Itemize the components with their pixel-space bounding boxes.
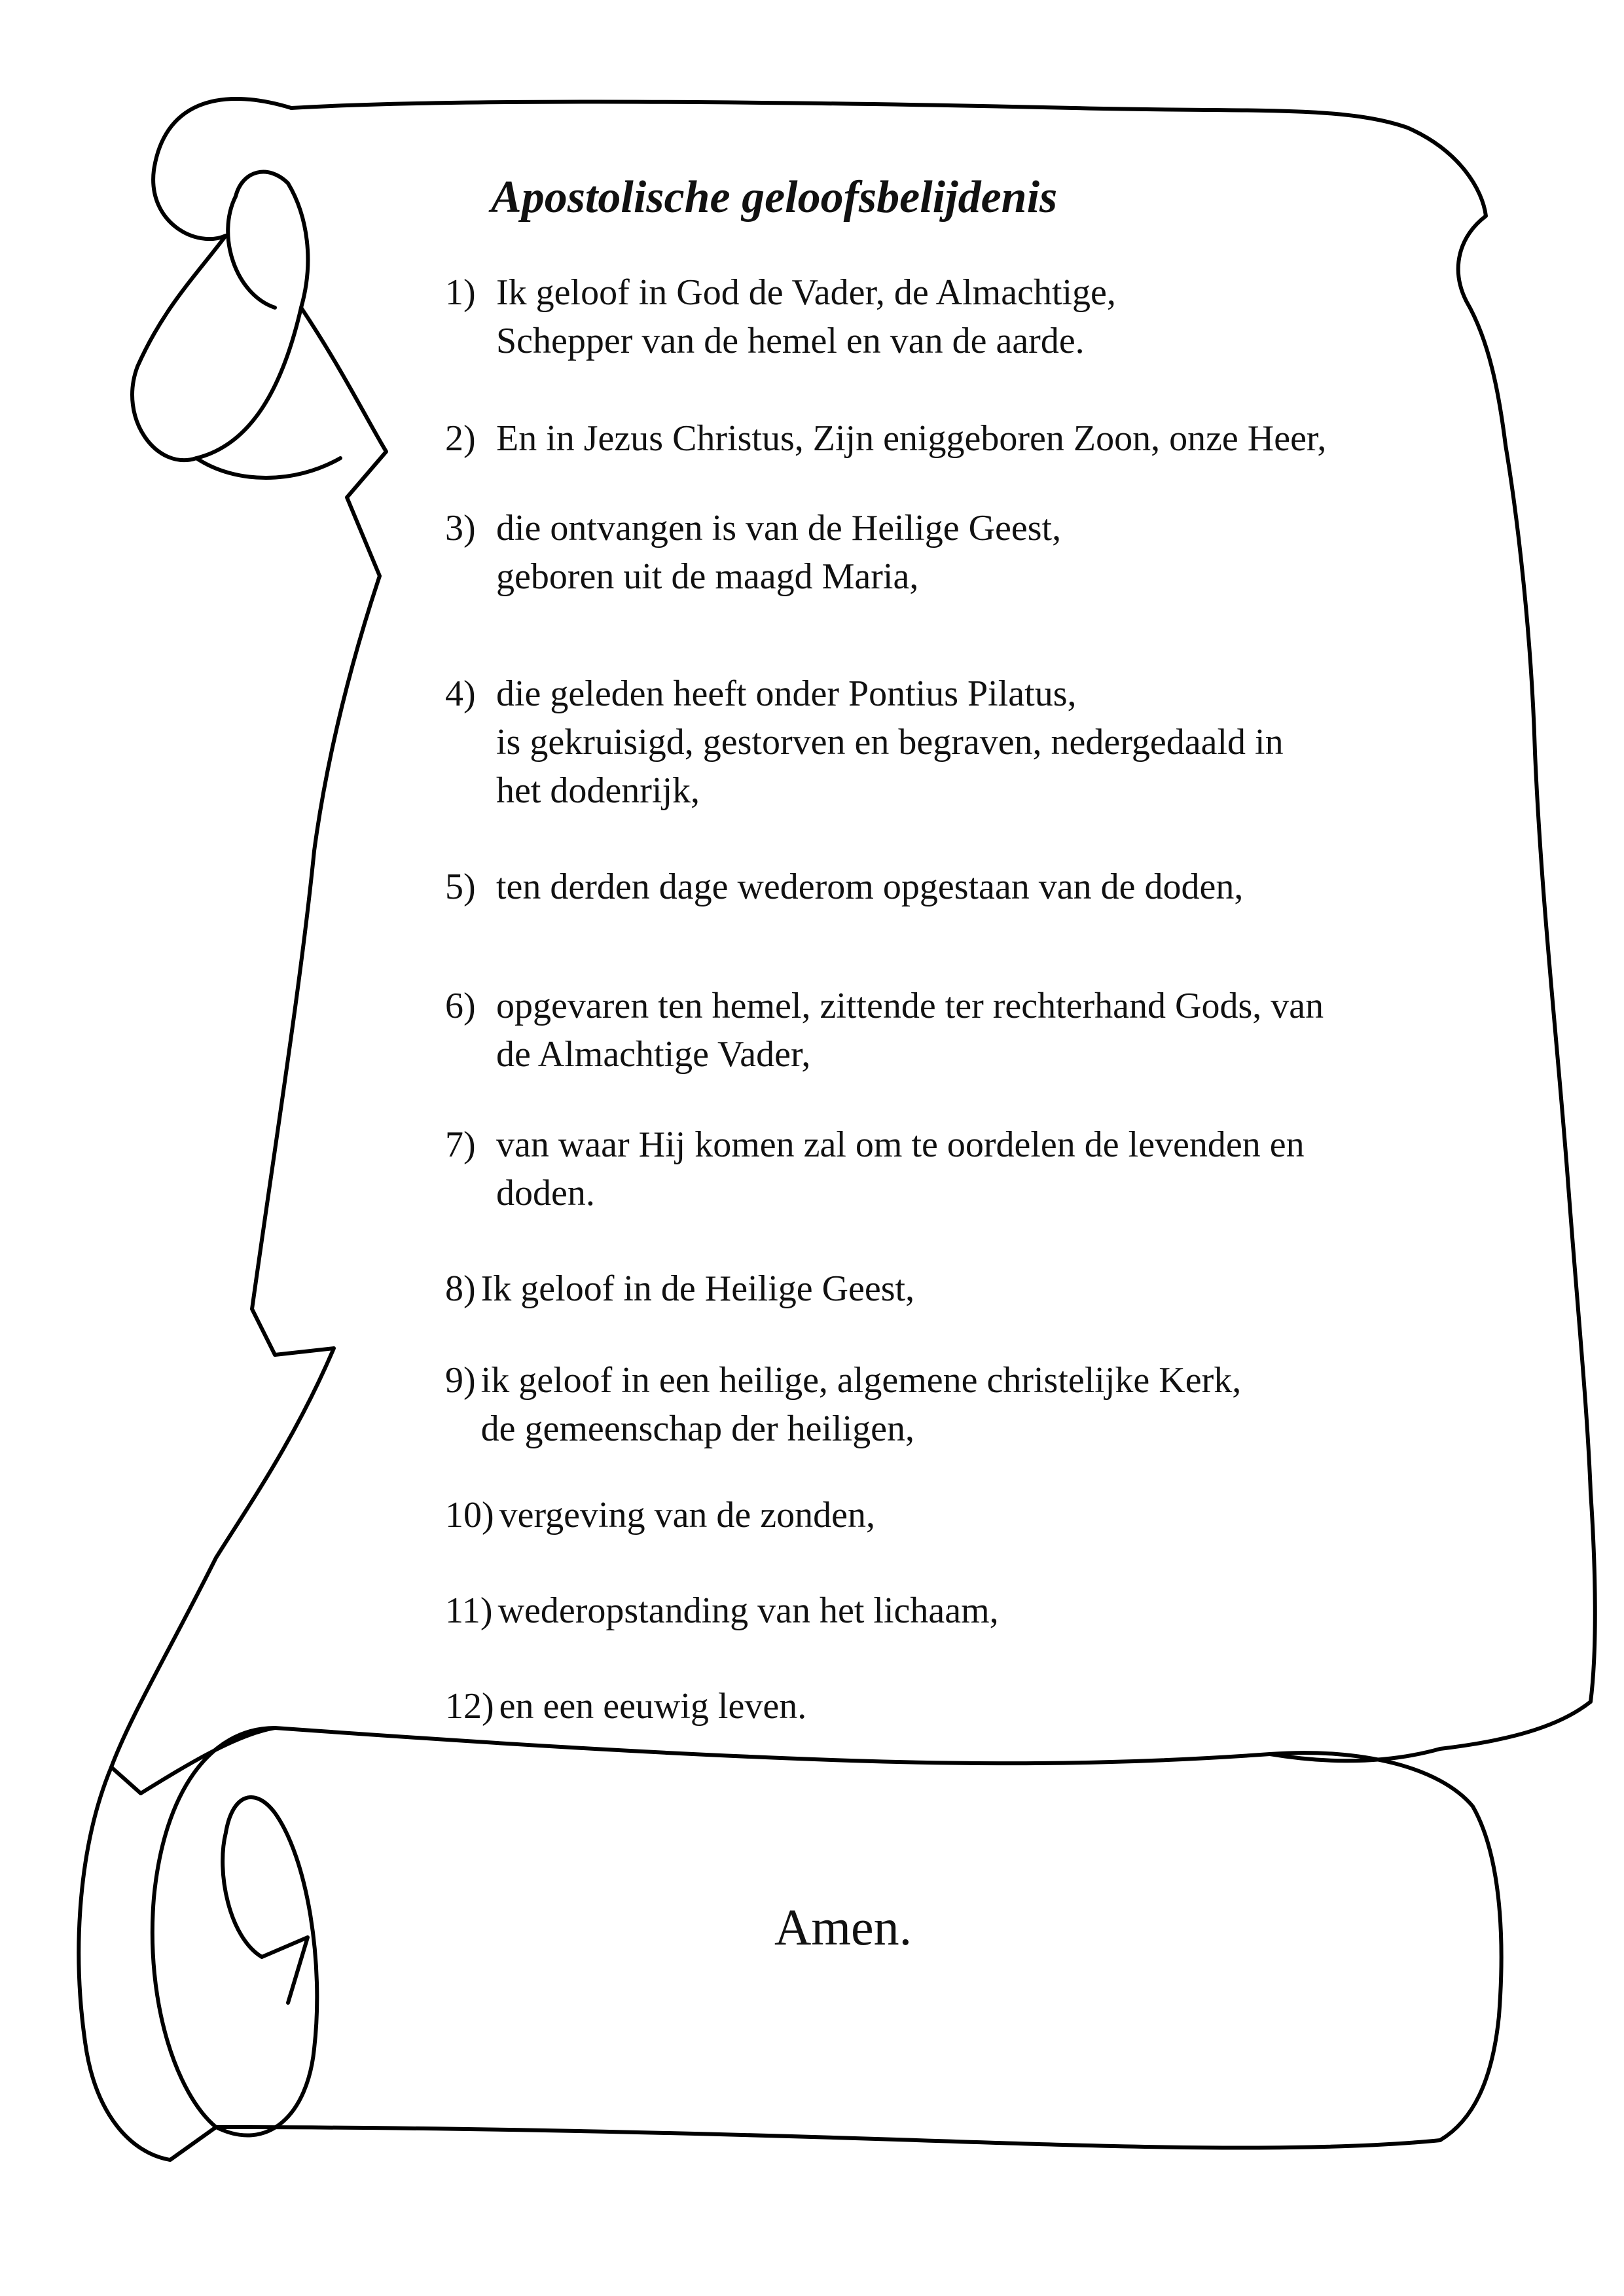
creed-article-2 <box>445 414 1326 463</box>
article-number: 8) <box>445 1268 476 1309</box>
article-number: 3) <box>445 508 476 548</box>
creed-article-3 <box>445 504 1061 601</box>
article-line: is gekruisigd, gestorven en begraven, nedergedaald in <box>496 722 1284 762</box>
article-line: opgevaren ten hemel, zittende ter rechterhand Gods, van <box>496 986 1324 1026</box>
article-line: wederopstanding van het lichaam, <box>497 1590 999 1631</box>
article-line: Schepper van de hemel en van de aarde. <box>496 321 1085 361</box>
article-line: die ontvangen is van de Heilige Geest, <box>496 508 1062 548</box>
article-number: 6) <box>445 986 476 1026</box>
creed-article-6 <box>445 982 1324 1079</box>
creed-article-11 <box>445 1587 999 1635</box>
article-line: de gemeenschap der heiligen, <box>480 1408 915 1449</box>
article-line: vergeving van de zonden, <box>499 1495 875 1535</box>
creed-article-7 <box>445 1121 1305 1217</box>
article-line: die geleden heeft onder Pontius Pilatus, <box>496 673 1077 714</box>
article-line: doden. <box>496 1173 595 1213</box>
article-number: 2) <box>445 418 476 459</box>
article-number: 9) <box>445 1360 476 1401</box>
article-line: Ik geloof in de Heilige Geest, <box>480 1268 915 1309</box>
article-number: 7) <box>445 1124 476 1165</box>
article-number: 10) <box>445 1495 494 1535</box>
article-line: van waar Hij komen zal om te oordelen de levenden en <box>496 1124 1305 1165</box>
page-title: Apostolische geloofsbelijdenis <box>491 172 1058 223</box>
creed-article-8 <box>445 1265 914 1313</box>
article-number: 1) <box>445 272 476 313</box>
article-line: de Almachtige Vader, <box>496 1034 811 1075</box>
closing-amen: Amen. <box>774 1899 912 1956</box>
article-number: 11) <box>445 1590 493 1631</box>
article-line: ten derden dage wederom opgestaan van de doden, <box>496 867 1244 907</box>
creed-article-10 <box>445 1491 875 1539</box>
creed-article-12 <box>445 1682 806 1731</box>
creed-article-4 <box>445 670 1284 815</box>
article-number: 12) <box>445 1686 494 1727</box>
article-line: Ik geloof in God de Vader, de Almachtige, <box>496 272 1116 313</box>
creed-article-5 <box>445 863 1243 911</box>
article-line: ik geloof in een heilige, algemene christelijke Kerk, <box>480 1360 1242 1401</box>
article-line: En in Jezus Christus, Zijn eniggeboren Zoon, onze Heer, <box>496 418 1327 459</box>
article-number: 4) <box>445 673 476 714</box>
article-line: geboren uit de maagd Maria, <box>496 556 919 597</box>
creed-article-1 <box>445 268 1116 365</box>
article-line: het dodenrijk, <box>496 770 700 811</box>
article-number: 5) <box>445 867 476 907</box>
creed-article-9 <box>445 1356 1241 1453</box>
article-line: en een eeuwig leven. <box>499 1686 807 1727</box>
